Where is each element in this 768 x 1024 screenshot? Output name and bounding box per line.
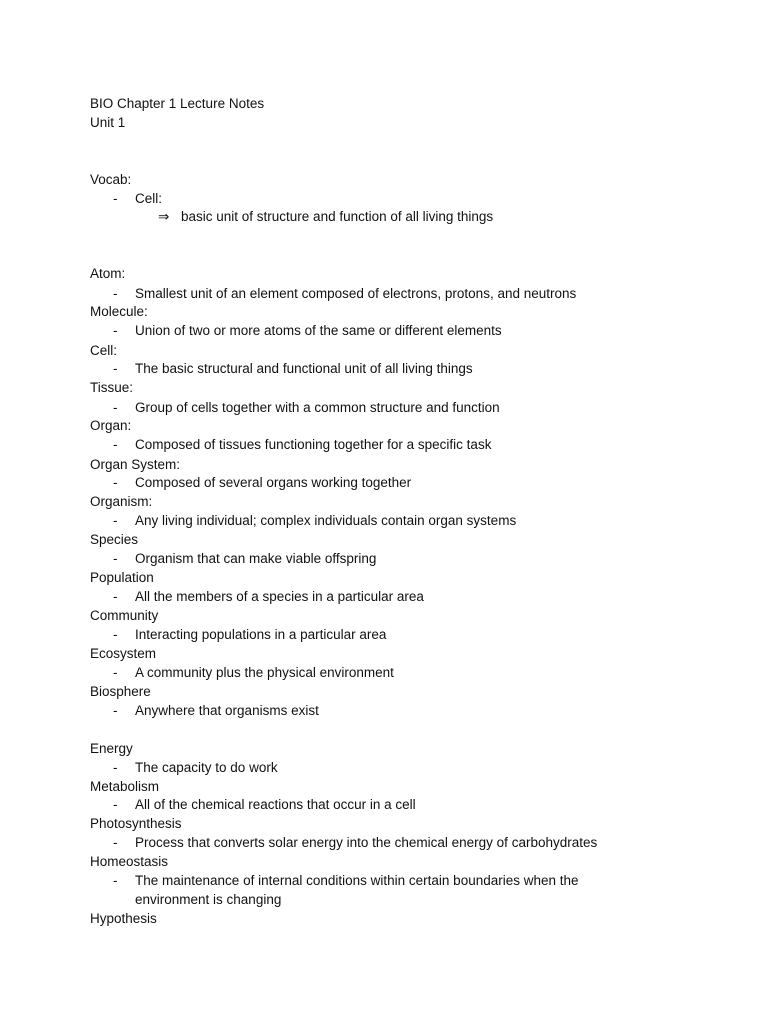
term-organ: Organ:	[90, 418, 132, 433]
term-metabolism: Metabolism	[90, 779, 160, 794]
definition-organ-system: Composed of several organs working together	[135, 475, 412, 490]
bullet-dash: -	[113, 400, 118, 415]
term-photosynthesis: Photosynthesis	[90, 816, 182, 831]
term-energy: Energy	[90, 741, 133, 756]
bullet-dash: -	[113, 665, 118, 680]
unit-label: Unit 1	[90, 115, 126, 130]
definition-molecule: Union of two or more atoms of the same or different elements	[135, 323, 502, 338]
arrow-icon: ⇒	[158, 209, 170, 224]
bullet-dash: -	[113, 797, 118, 812]
term-organ-system: Organ System:	[90, 457, 181, 472]
bullet-dash: -	[113, 703, 118, 718]
term-ecosystem: Ecosystem	[90, 646, 157, 661]
bullet-dash: -	[113, 551, 118, 566]
definition-photosynthesis: Process that converts solar energy into the chemical energy of carbohydrates	[135, 835, 598, 850]
definition-metabolism: All of the chemical reactions that occur in a cell	[135, 797, 416, 812]
term-cell: Cell:	[90, 343, 118, 358]
term-organism: Organism:	[90, 494, 153, 509]
bullet-dash: -	[113, 437, 118, 452]
vocab-heading: Vocab:	[90, 172, 132, 187]
definition-ecosystem: A community plus the physical environment	[135, 665, 394, 680]
definition-community: Interacting populations in a particular area	[135, 627, 387, 642]
definition-organ: Composed of tissues functioning together for a specific task	[135, 437, 492, 452]
definition-organism: Any living individual; complex individuals contain organ systems	[135, 513, 517, 528]
definition-atom: Smallest unit of an element composed of electrons, protons, and neutrons	[135, 286, 577, 301]
bullet-dash: -	[113, 513, 118, 528]
definition-cell: The basic structural and functional unit of all living things	[135, 361, 473, 376]
term-homeostasis: Homeostasis	[90, 854, 169, 869]
bullet-dash: -	[113, 873, 118, 888]
definition-tissue: Group of cells together with a common structure and function	[135, 400, 500, 415]
term-biosphere: Biosphere	[90, 684, 151, 699]
document-title: BIO Chapter 1 Lecture Notes	[90, 96, 265, 111]
bullet-dash: -	[113, 323, 118, 338]
term-molecule: Molecule:	[90, 304, 148, 319]
term-atom: Atom:	[90, 266, 126, 281]
definition-biosphere: Anywhere that organisms exist	[135, 703, 319, 718]
definition-population: All the members of a species in a particular area	[135, 589, 424, 604]
definition-homeostasis: The maintenance of internal conditions within certain boundaries when the	[135, 873, 579, 888]
bullet-dash: -	[113, 286, 118, 301]
bullet-dash: -	[113, 589, 118, 604]
term-tissue: Tissue:	[90, 380, 134, 395]
definition-energy: The capacity to do work	[135, 760, 278, 775]
vocab-cell-term: Cell:	[135, 191, 163, 206]
bullet-dash: -	[113, 760, 118, 775]
term-hypothesis: Hypothesis	[90, 911, 157, 926]
definition-species: Organism that can make viable offspring	[135, 551, 377, 566]
definition-homeostasis-continued: environment is changing	[135, 892, 282, 907]
vocab-cell-definition: basic unit of structure and function of all living things	[181, 209, 494, 224]
term-species: Species	[90, 532, 139, 547]
bullet-dash: -	[113, 191, 118, 206]
term-community: Community	[90, 608, 159, 623]
term-population: Population	[90, 570, 154, 585]
bullet-dash: -	[113, 361, 118, 376]
bullet-dash: -	[113, 627, 118, 642]
bullet-dash: -	[113, 835, 118, 850]
bullet-dash: -	[113, 475, 118, 490]
